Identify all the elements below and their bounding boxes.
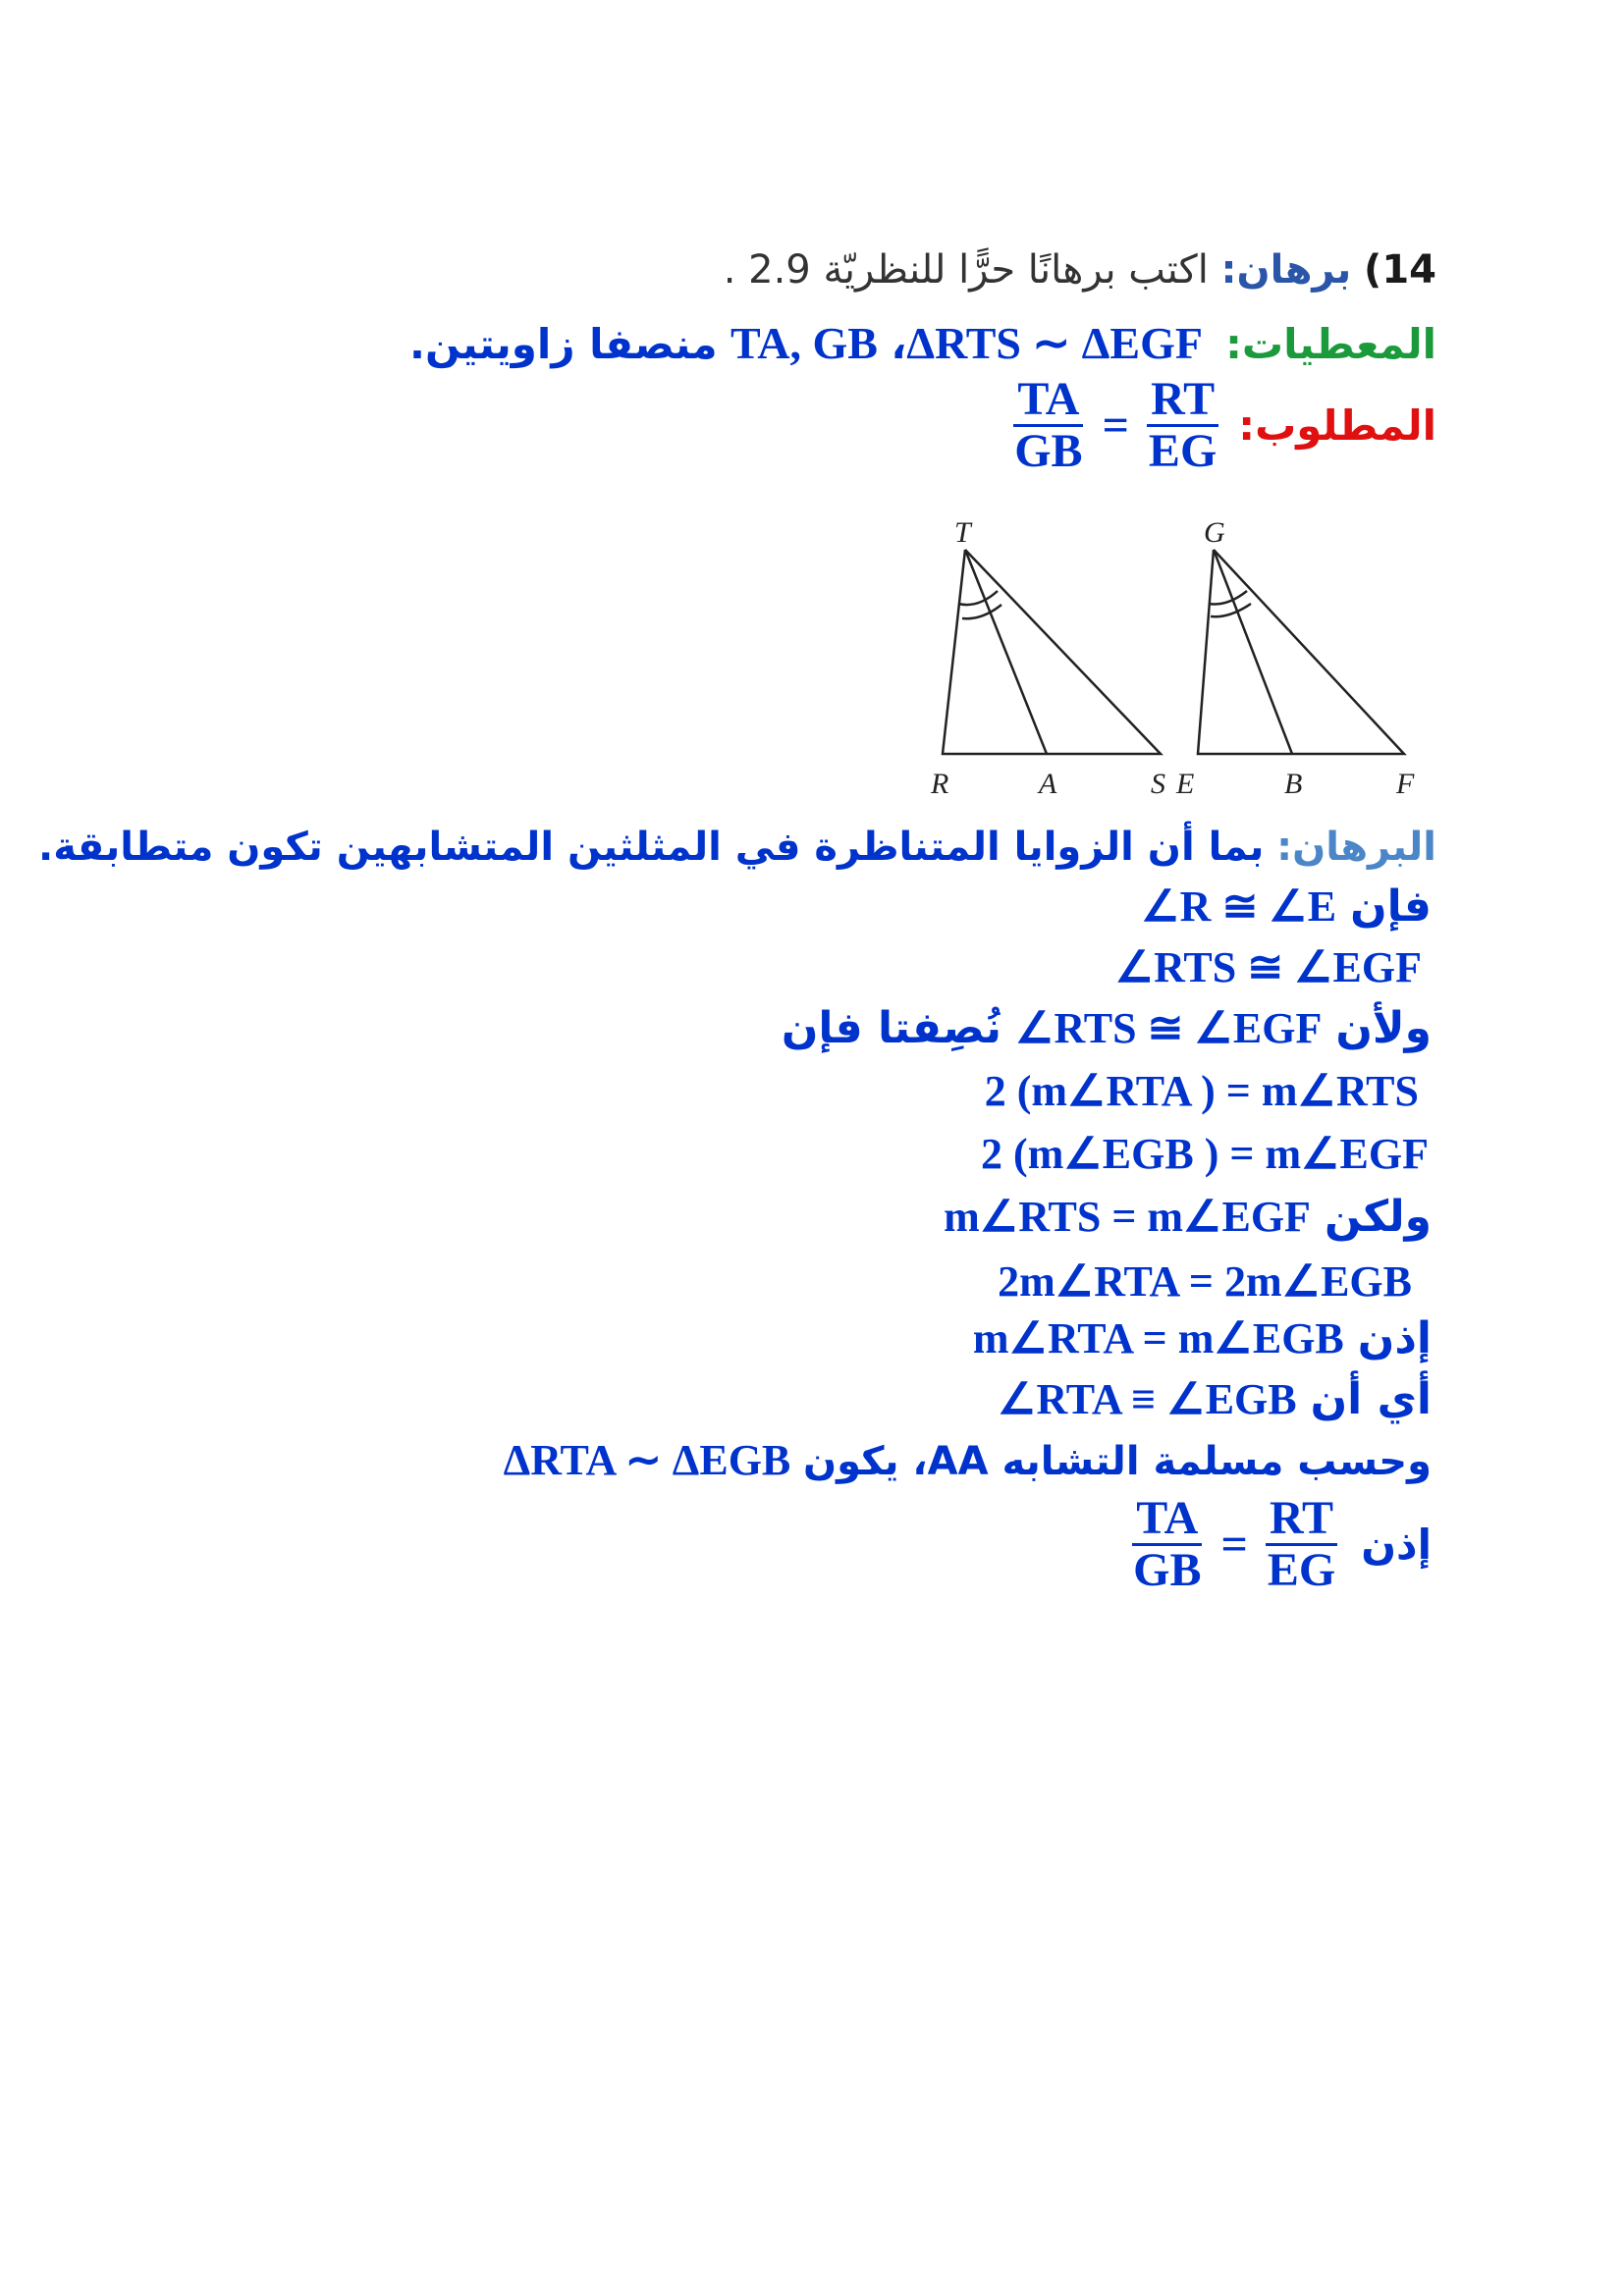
given-line xyxy=(409,316,1436,369)
instruction-text: اكتب برهانًا حرًّا للنظريّة 2.9 . xyxy=(723,247,1209,293)
proof-line-8-expr: m∠RTA = m∠EGB xyxy=(972,1314,1344,1362)
required-rhs-numerator: RT xyxy=(1147,375,1218,427)
required-lhs-numerator: TA xyxy=(1013,375,1083,427)
proof-line-5 xyxy=(981,1129,1429,1179)
required-label: المطلوب: xyxy=(1238,401,1436,451)
given-label: المعطيات: xyxy=(1225,320,1436,368)
required-lhs-denominator: GB xyxy=(1014,425,1083,478)
required-line xyxy=(1010,375,1436,477)
proof-heading: برهان: xyxy=(1220,247,1352,293)
proof-line-9-expr: ∠RTA ≡ ∠EGB xyxy=(998,1375,1297,1423)
proof-line-2 xyxy=(1115,942,1422,992)
proof-line-8-word: إذن xyxy=(1357,1313,1432,1363)
problem-header xyxy=(724,247,1436,293)
proof-line-3-expr: ∠RTS ≅ ∠EGF xyxy=(1015,1004,1323,1052)
triangle-egf xyxy=(1198,550,1404,754)
given-text: منصفا زاويتين. xyxy=(409,320,718,368)
conclusion-lhs-fraction xyxy=(1129,1494,1205,1596)
conclusion-lhs-denominator: GB xyxy=(1133,1544,1202,1597)
required-lhs-fraction xyxy=(1010,375,1086,477)
proof-line-10-text: وحسب مسلمة التشابه AA، يكون xyxy=(803,1439,1432,1484)
problem-number: 14) xyxy=(1364,247,1436,293)
given-separator: ، xyxy=(891,320,907,368)
proof-line-6 xyxy=(944,1192,1432,1242)
proof-line-3-word: ولأن xyxy=(1335,1003,1432,1053)
proof-intro-line xyxy=(38,825,1436,870)
proof-line-3 xyxy=(782,1003,1432,1053)
proof-line-1-expr: ∠R ≅ ∠E xyxy=(1141,882,1337,931)
required-rhs-fraction xyxy=(1145,375,1220,477)
label-a: A xyxy=(1039,768,1057,800)
proof-line-10-expr: ΔRTA ∼ ΔEGB xyxy=(503,1436,791,1484)
proof-line-4-expr: 2 (m∠RTA ) = m∠RTS xyxy=(984,1067,1419,1115)
bisector-ta xyxy=(965,550,1047,754)
proof-line-1 xyxy=(1141,881,1432,932)
proof-line-3-word-after: نُصِفتا فإن xyxy=(781,1003,1002,1053)
angle-arc-t xyxy=(958,591,998,605)
angle-arc-g xyxy=(1209,591,1247,604)
proof-line-5-expr: 2 (m∠EGB ) = m∠EGF xyxy=(981,1130,1429,1178)
label-f: F xyxy=(1396,768,1415,800)
conclusion-word: إذن xyxy=(1361,1521,1432,1570)
proof-line-4 xyxy=(985,1066,1419,1116)
proof-line-10 xyxy=(504,1435,1432,1485)
conclusion-rhs-numerator: RT xyxy=(1266,1494,1337,1546)
proof-line-8 xyxy=(973,1313,1432,1363)
proof-line-9-word: أي أن xyxy=(1310,1374,1432,1424)
proof-line-6-expr: m∠RTS = m∠EGF xyxy=(944,1193,1311,1241)
required-equation xyxy=(1010,375,1220,477)
triangle-rts xyxy=(943,550,1161,754)
conclusion-lhs-numerator: TA xyxy=(1132,1494,1202,1546)
label-g: G xyxy=(1204,516,1225,549)
proof-label: البرهان: xyxy=(1276,825,1436,870)
conclusion-equals: = xyxy=(1220,1519,1248,1572)
proof-line-1-word: فإن xyxy=(1350,881,1432,932)
angle-arc-g2 xyxy=(1211,604,1251,616)
conclusion-equation xyxy=(1129,1494,1339,1596)
bisector-gb xyxy=(1214,550,1292,754)
given-bisectors: TA, GB xyxy=(730,318,878,368)
proof-intro: بما أن الزوايا المتناظرة في المثلثين المتشابهين تكون متطابقة. xyxy=(38,825,1265,870)
proof-line-6-word: ولكن xyxy=(1324,1192,1432,1242)
angle-arc-t2 xyxy=(962,605,1001,618)
required-rhs-denominator: EG xyxy=(1148,425,1217,478)
proof-line-9 xyxy=(998,1374,1432,1424)
label-s: S xyxy=(1151,768,1165,800)
given-triangle-right: ΔRTS ∼ ΔEGF xyxy=(906,318,1202,368)
triangles-figure xyxy=(903,510,1434,805)
label-e: E xyxy=(1176,768,1195,800)
proof-line-7 xyxy=(998,1256,1412,1307)
proof-line-2-expr: ∠RTS ≅ ∠EGF xyxy=(1114,943,1422,991)
conclusion-rhs-denominator: EG xyxy=(1267,1544,1336,1597)
label-r: R xyxy=(931,768,949,800)
label-t: T xyxy=(954,516,971,549)
proof-line-7-expr: 2m∠RTA = 2m∠EGB xyxy=(998,1257,1412,1306)
conclusion-rhs-fraction xyxy=(1264,1494,1339,1596)
label-b: B xyxy=(1284,768,1303,800)
proof-conclusion xyxy=(1129,1494,1432,1596)
required-equals: = xyxy=(1102,400,1129,453)
